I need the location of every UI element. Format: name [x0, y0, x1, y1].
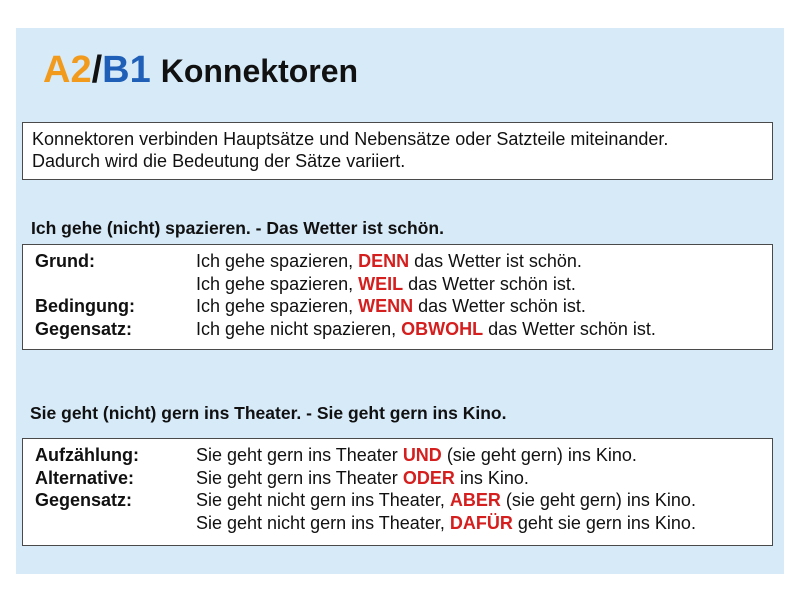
example-sentence — [196, 489, 696, 512]
connector-row — [35, 250, 772, 273]
example-sentence — [196, 295, 586, 318]
sentence-start: Ich gehe spazieren, — [196, 296, 359, 316]
title-topic: Konnektoren — [160, 53, 359, 89]
section-2-box — [22, 438, 773, 546]
section-2-heading: Sie geht (nicht) gern ins Theater. - Sie geht gern ins Kino. — [30, 403, 507, 423]
section-1-box — [22, 244, 773, 350]
sentence-end: (sie geht gern) ins Kino. — [500, 490, 696, 510]
sentence-end: das Wetter schön ist. — [403, 273, 576, 294]
sentence-start: Sie geht nicht gern ins Theater, — [196, 490, 450, 510]
row-label: Bedingung: — [35, 296, 135, 316]
sentence-start: Sie geht nicht gern ins Theater, — [196, 512, 450, 533]
row-label: Gegensatz: — [35, 490, 133, 510]
sentence-end: das Wetter schön ist. — [413, 296, 586, 316]
connector-keyword: OBWOHL — [401, 318, 484, 339]
connector-row — [35, 467, 772, 490]
page-title — [43, 49, 358, 92]
example-sentence — [196, 444, 637, 467]
connector-row — [35, 512, 772, 535]
connector-keyword: WEIL — [358, 273, 404, 294]
connector-row — [35, 295, 772, 318]
connector-keyword: UND — [402, 445, 442, 465]
section-1-heading: Ich gehe (nicht) spazieren. - Das Wetter ist schön. — [31, 218, 444, 238]
example-sentence — [196, 512, 696, 535]
connector-row — [35, 489, 772, 512]
row-label — [35, 512, 196, 535]
intro-line-1: Konnektoren verbinden Hauptsätze und Nebensätze oder Satzteile miteinander. — [32, 129, 669, 149]
connector-keyword: ODER — [402, 467, 455, 488]
title-level-b1: B1 — [102, 49, 151, 91]
sentence-end: ins Kino. — [454, 467, 529, 488]
sentence-start: Ich gehe spazieren, — [196, 251, 359, 271]
connector-keyword: DENN — [358, 251, 410, 271]
sentence-end: (sie geht gern) ins Kino. — [441, 445, 637, 465]
connector-row — [35, 318, 772, 341]
sentence-start: Ich gehe nicht spazieren, — [196, 318, 402, 339]
intro-line-2: Dadurch wird die Bedeutung der Sätze variiert. — [32, 151, 406, 171]
connector-row — [35, 273, 772, 296]
connector-row — [35, 444, 772, 467]
row-label — [35, 273, 196, 296]
slide — [16, 28, 784, 574]
example-sentence — [196, 467, 529, 490]
sentence-end: das Wetter schön ist. — [483, 318, 656, 339]
sentence-end: geht sie gern ins Kino. — [512, 512, 696, 533]
sentence-start: Sie geht gern ins Theater — [196, 445, 403, 465]
connector-keyword: DAFÜR — [449, 512, 513, 533]
row-label: Aufzählung: — [35, 445, 139, 465]
row-label: Alternative: — [35, 467, 135, 488]
row-label: Gegensatz: — [35, 318, 133, 339]
sentence-start: Ich gehe spazieren, — [196, 273, 359, 294]
row-label: Grund: — [35, 251, 95, 271]
example-sentence — [196, 318, 656, 341]
example-sentence — [196, 273, 576, 296]
connector-keyword: WENN — [358, 296, 414, 316]
title-separator: / — [91, 49, 103, 91]
sentence-start: Sie geht gern ins Theater — [196, 467, 403, 488]
example-sentence — [196, 250, 582, 273]
sentence-end: das Wetter ist schön. — [409, 251, 582, 271]
connector-keyword: ABER — [449, 490, 501, 510]
title-level-a2: A2 — [43, 49, 92, 91]
intro-box — [22, 122, 773, 180]
